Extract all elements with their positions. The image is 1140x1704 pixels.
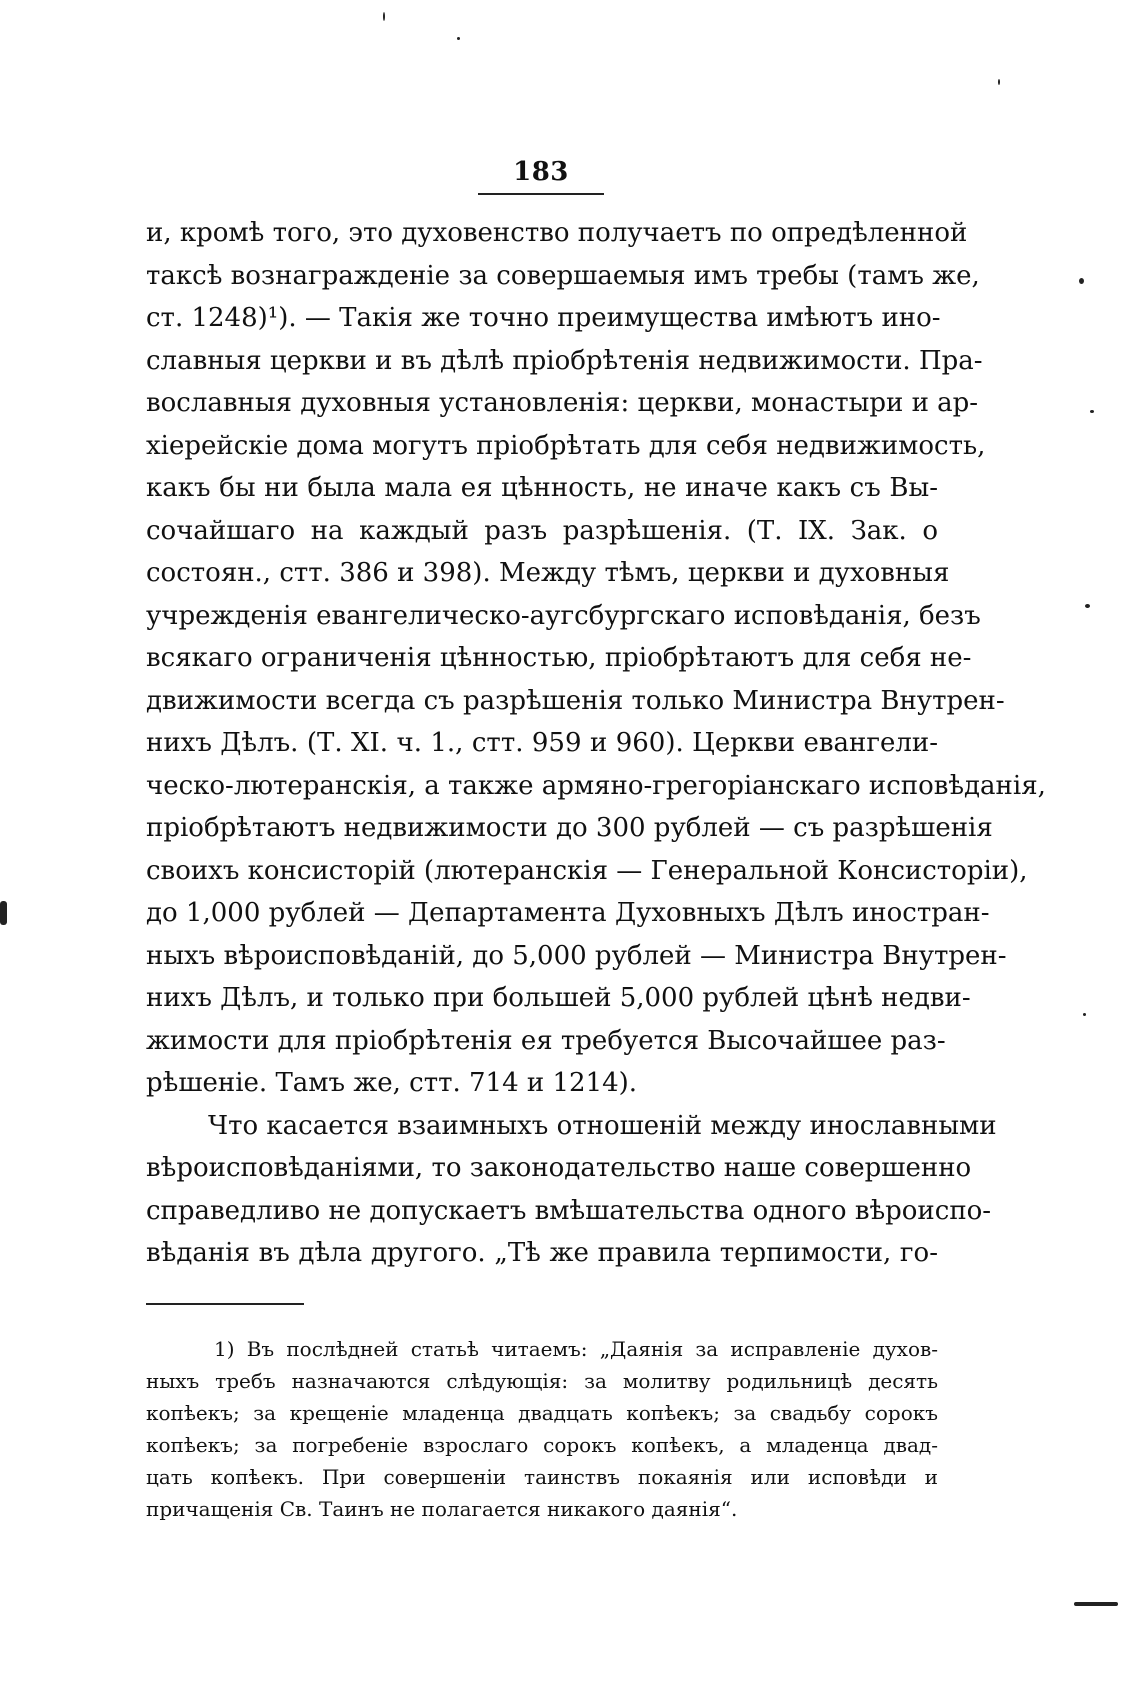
text-line: хіерейскіе дома могутъ пріобрѣтать для себя недвижимость, [146, 430, 986, 461]
text-line: всякаго ограниченія цѣнностью, пріобрѣтаютъ для себя не- [146, 643, 972, 673]
text-line: ныхъ вѣроисповѣданій, до 5,000 рублей — Министра Внутрен- [146, 940, 1007, 971]
scan-speck [383, 12, 385, 21]
footnote-line: цать копѣекъ. При совершеніи таинствъ покаянія или исповѣди и [146, 1465, 938, 1489]
text-line: ст. 1248)¹). — Такія же точно преимущества имѣютъ ино- [146, 303, 941, 333]
text-line: рѣшеніе. Тамъ же, стт. 714 и 1214). [146, 1068, 638, 1098]
text-line: своихъ консисторій (лютеранскія — Генеральной Консисторіи), [146, 855, 1028, 886]
footnote-line: причащенія Св. Таинъ не полагается никакого даянія“. [146, 1497, 738, 1521]
footnote-line: копѣекъ; за погребеніе взрослаго сорокъ копѣекъ, а младенца двад- [146, 1433, 938, 1457]
scan-speck [0, 901, 7, 925]
scan-speck [1074, 1602, 1118, 1606]
text-line: какъ бы ни была мала ея цѣнность, не иначе какъ съ Вы- [146, 473, 938, 503]
text-line: пріобрѣтаютъ недвижимости до 300 рублей — съ разрѣшенія [146, 813, 993, 843]
footnote-line: 1) Въ послѣдней статьѣ читаемъ: „Даянія за исправленіе духов- [214, 1337, 938, 1361]
text-line: вославныя духовныя установленія: церкви, монастыри и ар- [146, 388, 979, 418]
text-line: нихъ Дѣлъ, и только при большей 5,000 рублей цѣнѣ недви- [146, 983, 971, 1013]
scan-speck [1085, 604, 1090, 608]
main-text [146, 212, 1046, 1275]
scan-speck [1083, 1013, 1086, 1016]
footnote-divider [146, 1303, 304, 1305]
text-line: ческо-лютеранскія, а также армяно-грегоріанскаго исповѣданія, [146, 770, 1046, 801]
text-line: сочайшаго на каждый разъ разрѣшенія. (Т. IX. Зак. о [146, 515, 938, 546]
scan-speck [998, 79, 1000, 85]
footnote-line: ныхъ требъ назначаются слѣдующія: за молитву родильницѣ десять [146, 1369, 938, 1393]
text-line: учрежденія евангелическо-аугсбургскаго исповѣданія, безъ [146, 600, 981, 631]
text-line: справедливо не допускаетъ вмѣшательства одного вѣроиспо- [146, 1195, 992, 1226]
footnote [146, 1333, 938, 1525]
text-line: жимости для пріобрѣтенія ея требуется Высочайшее раз- [146, 1025, 946, 1056]
text-line: и, кромѣ того, это духовенство получаетъ по опредѣленной [146, 218, 968, 248]
paragraph-start-line: Что касается взаимныхъ отношеній между инославными [208, 1110, 997, 1141]
text-line: до 1,000 рублей — Департамента Духовныхъ Дѣлъ иностран- [146, 898, 990, 928]
text-line: состоян., стт. 386 и 398). Между тѣмъ, церкви и духовныя [146, 558, 950, 588]
text-line: вѣданія въ дѣла другого. „Тѣ же правила терпимости, го- [146, 1238, 938, 1268]
text-line: славныя церкви и въ дѣлѣ пріобрѣтенія недвижимости. Пра- [146, 345, 983, 376]
page-number: 183 [478, 157, 604, 195]
scan-speck [1090, 410, 1094, 413]
text-line: нихъ Дѣлъ. (Т. XI. ч. 1., стт. 959 и 960). Церкви евангели- [146, 728, 938, 758]
text-line: таксѣ вознагражденіе за совершаемыя имъ требы (тамъ же, [146, 260, 980, 291]
text-line: движимости всегда съ разрѣшенія только Министра Внутрен- [146, 685, 1005, 716]
footnote-line: копѣекъ; за крещеніе младенца двадцать копѣекъ; за свадьбу сорокъ [146, 1401, 938, 1425]
text-line: вѣроисповѣданіями, то законодательство наше совершенно [146, 1153, 972, 1183]
scan-speck [1079, 278, 1084, 284]
scan-speck [457, 37, 460, 40]
